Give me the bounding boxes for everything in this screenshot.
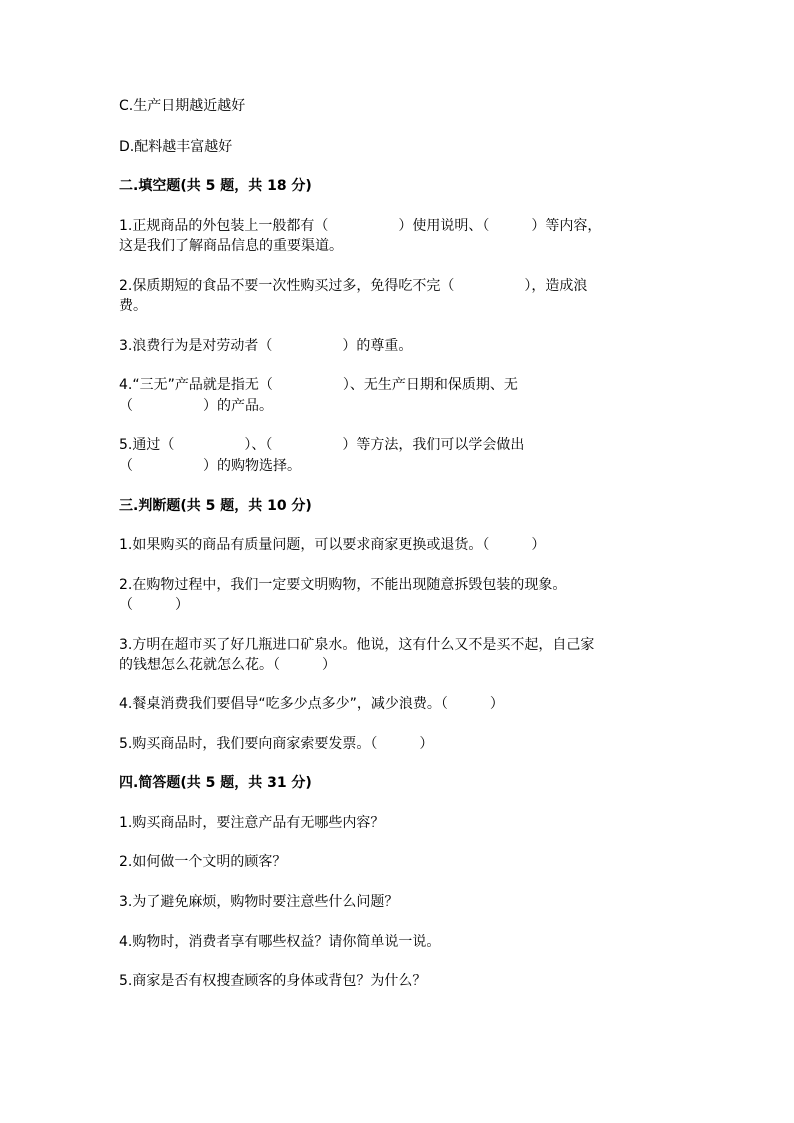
option-c: C.生产日期越近越好 [119, 98, 246, 114]
short-answer-q4: 4.购物时，消费者享有哪些权益？请你简单说一说。 [119, 934, 441, 950]
true-false-q2-line1: 2.在购物过程中，我们一定要文明购物，不能出现随意拆毁包装的现象。 [119, 577, 567, 593]
fill-blank-q3: 3.浪费行为是对劳动者（ ）的尊重。 [119, 338, 413, 354]
short-answer-q1: 1.购买商品时，要注意产品有无哪些内容？ [119, 815, 385, 831]
true-false-q4: 4.餐桌消费我们要倡导“吃多少点多少”，减少浪费。（ ） [119, 696, 504, 712]
fill-blank-q1-line2: 这是我们了解商品信息的重要渠道。 [119, 238, 343, 254]
short-answer-q5: 5.商家是否有权搜查顾客的身体或背包？为什么？ [119, 973, 427, 989]
short-answer-q2: 2.如何做一个文明的顾客？ [119, 854, 287, 870]
true-false-q3-line2: 的钱想怎么花就怎么花。（ ） [119, 657, 336, 673]
fill-blank-q2-line2: 费。 [119, 298, 147, 314]
true-false-q3-line1: 3.方明在超市买了好几瓶进口矿泉水。他说，这有什么又不是买不起，自己家 [119, 637, 595, 653]
true-false-q1: 1.如果购买的商品有质量问题，可以要求商家更换或退货。（ ） [119, 537, 546, 553]
section-title-short-answer: 四.简答题(共 5 题，共 31 分) [119, 775, 312, 791]
short-answer-q3: 3.为了避免麻烦，购物时要注意些什么问题？ [119, 894, 399, 910]
section-title-fill-blank: 二.填空题(共 5 题，共 18 分) [119, 178, 312, 194]
fill-blank-q5-line1: 5.通过（ ）、（ ）等方法，我们可以学会做出 [119, 437, 525, 453]
fill-blank-q5-line2: （ ）的购物选择。 [119, 458, 301, 474]
fill-blank-q1-line1: 1.正规商品的外包装上一般都有（ ）使用说明、（ ）等内容， [119, 218, 602, 234]
fill-blank-q2-line1: 2.保质期短的食品不要一次性购买过多，免得吃不完（ ），造成浪 [119, 278, 588, 294]
true-false-q2-line2: （ ） [119, 597, 189, 613]
section-title-true-false: 三.判断题(共 5 题，共 10 分) [119, 498, 312, 514]
true-false-q5: 5.购买商品时，我们要向商家索要发票。（ ） [119, 736, 434, 752]
fill-blank-q4-line1: 4.“三无”产品就是指无（ ）、无生产日期和保质期、无 [119, 377, 518, 393]
fill-blank-q4-line2: （ ）的产品。 [119, 398, 273, 414]
option-d: D.配料越丰富越好 [119, 139, 233, 155]
